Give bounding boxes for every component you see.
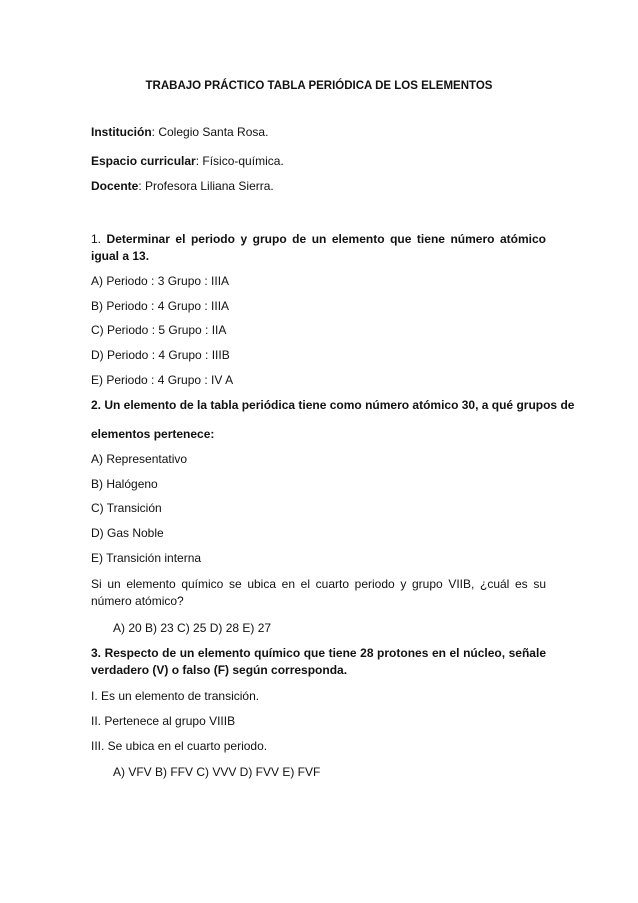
teacher-value: : Profesora Liliana Sierra.	[138, 179, 274, 193]
q3-statement-1: I. Es un elemento de transición.	[91, 689, 260, 703]
question-extra: Si un elemento químico se ubica en el cuarto periodo y grupo VIIB, ¿cuál es su número atómico?	[91, 577, 546, 608]
curricular-space-label: Espacio curricular	[91, 154, 196, 168]
question-3: 3. Respecto de un elemento químico que tiene 28 protones en el núcleo, señale verdadero (V) o falso (F) según corresponda.	[91, 646, 546, 677]
question-extra-options: A) 20 B) 23 C) 25 D) 28 E) 27	[113, 621, 272, 635]
question-1-text: Determinar el periodo y grupo de un elemento que tiene número atómico igual a 13.	[91, 232, 546, 263]
q1-option-d: D) Periodo : 4 Grupo : IIIB	[91, 348, 230, 362]
q2-option-a: A) Representativo	[91, 452, 188, 466]
curricular-space-line	[91, 153, 284, 170]
q1-option-c: C) Periodo : 5 Grupo : IIA	[91, 323, 227, 337]
institution-value: : Colegio Santa Rosa.	[151, 125, 269, 139]
q3-statement-3: III. Se ubica en el cuarto periodo.	[91, 739, 268, 753]
q2-option-b: B) Halógeno	[91, 477, 158, 491]
question-1	[91, 231, 546, 265]
teacher-label: Docente	[91, 179, 139, 193]
institution-line	[91, 124, 268, 141]
institution-label: Institución	[91, 125, 152, 139]
question-2-line-2: elementos pertenece:	[91, 427, 215, 441]
question-2-line-1: 2. Un elemento de la tabla periódica tiene como número atómico 30, a qué grupos de	[91, 398, 575, 412]
q2-option-c: C) Transición	[91, 501, 162, 515]
q2-option-d: D) Gas Noble	[91, 526, 164, 540]
question-3-options: A) VFV B) FFV C) VVV D) FVV E) FVF	[113, 765, 321, 779]
question-1-number: 1.	[91, 232, 102, 246]
q2-option-e: E) Transición interna	[91, 551, 202, 565]
teacher-line	[91, 178, 274, 195]
q1-option-e: E) Periodo : 4 Grupo : IV A	[91, 373, 234, 387]
document-title: TRABAJO PRÁCTICO TABLA PERIÓDICA DE LOS ELEMENTOS	[145, 80, 493, 92]
q3-statement-2: II. Pertenece al grupo VIIIB	[91, 714, 236, 728]
q1-option-b: B) Periodo : 4 Grupo : IIIA	[91, 299, 230, 313]
curricular-space-value: : Físico-química.	[195, 154, 284, 168]
q1-option-a: A) Periodo : 3 Grupo : IIIA	[91, 274, 230, 288]
